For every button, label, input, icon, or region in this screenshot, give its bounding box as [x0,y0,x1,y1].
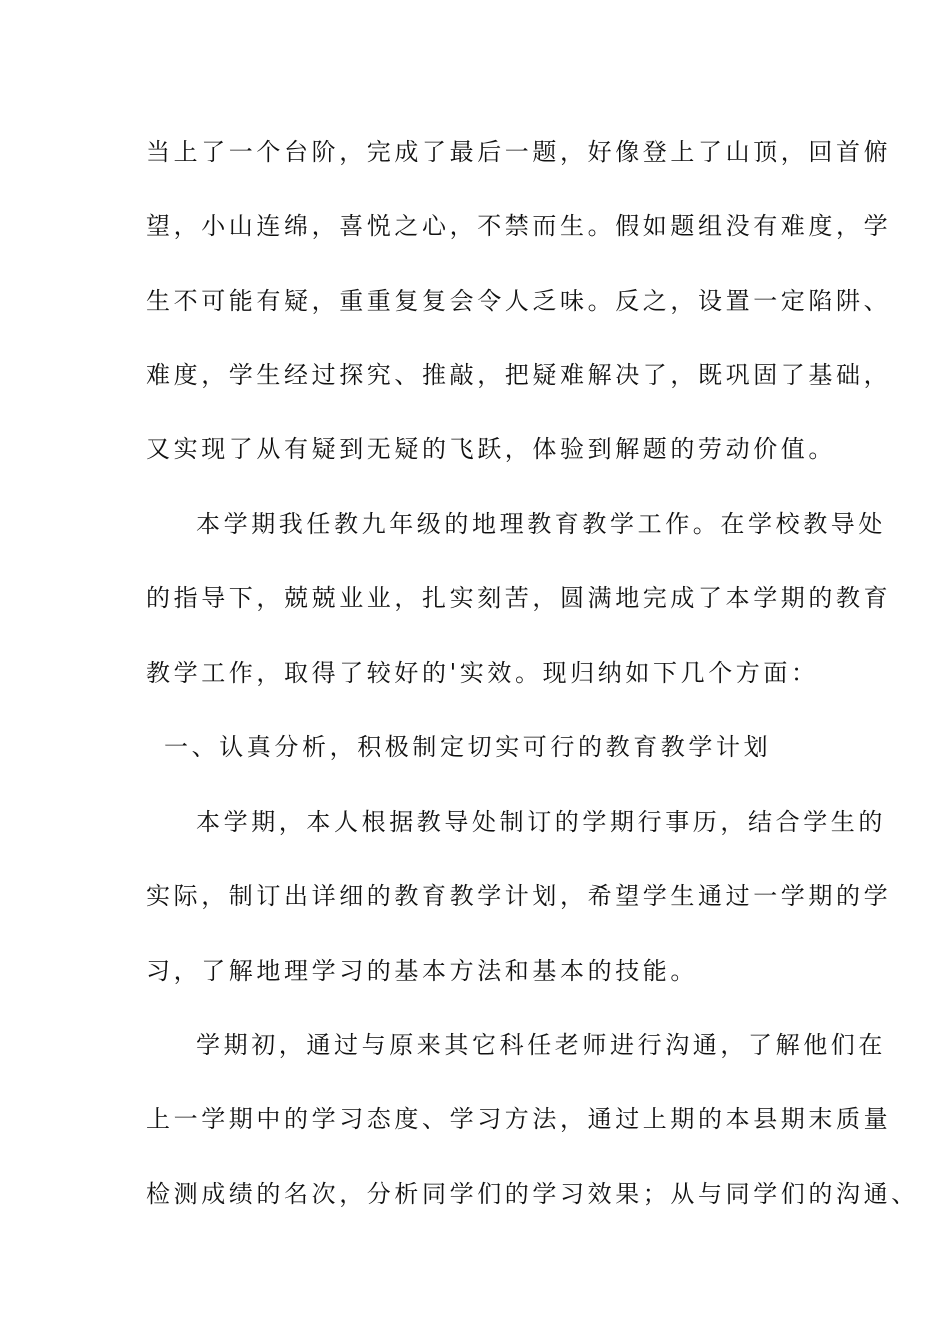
text-line: 教学工作，取得了较好的'实效。现归纳如下几个方面： [146,659,819,687]
paragraph-first-line: 本学期，本人根据教导处制订的学期行事历，结合学生的 [196,808,886,836]
text-line: 上一学期中的学习态度、学习方法，通过上期的本县期末质量 [146,1105,892,1133]
text-line: 生不可能有疑，重重复复会令人乏味。反之，设置一定陷阱、 [146,287,892,315]
paragraph-first-line: 本学期我任教九年级的地理教育教学工作。在学校教导处 [196,510,886,538]
text-line: 的指导下，兢兢业业，扎实刻苦，圆满地完成了本学期的教育 [146,584,892,612]
text-line: 实际，制订出详细的教育教学计划，希望学生通过一学期的学 [146,882,892,910]
text-line: 当上了一个台阶，完成了最后一题，好像登上了山顶，回首俯 [146,138,892,166]
text-line: 又实现了从有疑到无疑的飞跃，体验到解题的劳动价值。 [146,435,836,463]
text-line: 检测成绩的名次，分析同学们的学习效果；从与同学们的沟通、 [146,1180,919,1208]
text-line: 望，小山连绵，喜悦之心，不禁而生。假如题组没有难度，学 [146,212,892,240]
text-line: 习，了解地理学习的基本方法和基本的技能。 [146,957,698,985]
paragraph-first-line: 学期初，通过与原来其它科任老师进行沟通，了解他们在 [196,1031,886,1059]
section-heading: 一、认真分析，积极制定切实可行的教育教学计划 [164,733,772,761]
text-line: 难度，学生经过探究、推敲，把疑难解决了，既巩固了基础， [146,361,892,389]
